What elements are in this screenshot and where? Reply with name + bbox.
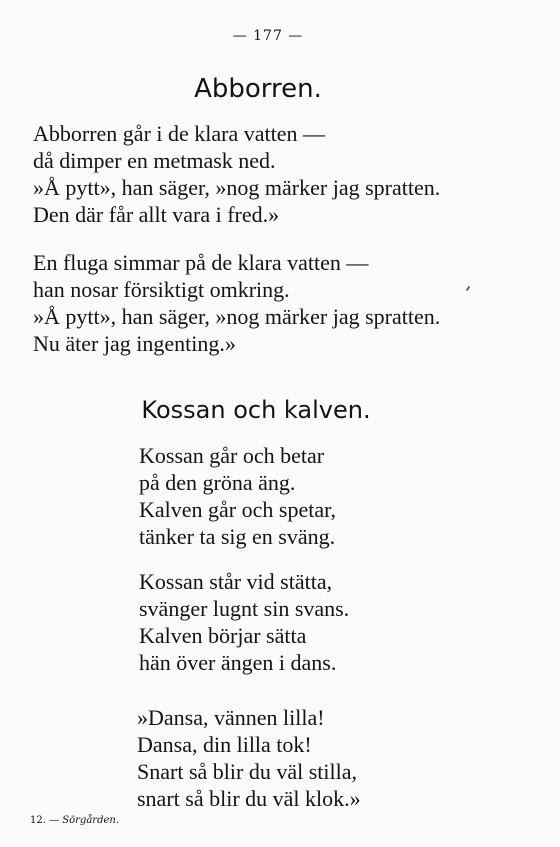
verse-line: på den gröna äng. — [139, 470, 296, 495]
verse-line: »Å pytt», han säger, »nog märker jag spratten. — [33, 304, 441, 329]
verse-line: snart så blir du väl klok.» — [137, 786, 361, 811]
book-title: Sörgården. — [62, 815, 120, 826]
signature-number: 12. — — [30, 815, 60, 826]
stanza — [139, 442, 336, 550]
page-number: — 177 — — [232, 28, 304, 44]
verse-line: Kalven går och spetar, — [139, 497, 337, 522]
verse-line: svänger lugnt sin svans. — [139, 596, 350, 621]
verse-line: Den där får allt vara i fred.» — [33, 202, 280, 227]
stanza — [139, 568, 349, 676]
poem-title-abborren: Abborren. — [194, 74, 322, 104]
verse-line: Kossan står vid stätta, — [139, 569, 333, 594]
footer-signature — [30, 815, 119, 826]
verse-line: tänker ta sig en sväng. — [139, 524, 336, 549]
verse-line: Dansa, din lilla tok! — [137, 732, 312, 757]
verse-line: En fluga simmar på de klara vatten — — [33, 250, 369, 275]
poem-title-kossan-och-kalven: Kossan och kalven. — [141, 396, 371, 424]
verse-line: Snart så blir du väl stilla, — [137, 759, 357, 784]
verse-line: »Dansa, vännen lilla! — [137, 705, 325, 730]
verse-line: Nu äter jag ingenting.» — [33, 331, 236, 356]
verse-line: Abborren går i de klara vatten — — [33, 121, 325, 146]
stanza — [33, 120, 440, 228]
verse-line: Kalven börjar sätta — [139, 623, 307, 648]
stanza — [137, 704, 361, 812]
stanza — [33, 249, 440, 357]
verse-line: han nosar försiktigt omkring. — [33, 277, 290, 302]
verse-line: då dimper en metmask ned. — [33, 148, 276, 173]
verse-line: »Å pytt», han säger, »nog märker jag spratten. — [33, 175, 441, 200]
verse-line: Kossan går och betar — [139, 443, 325, 468]
ink-speck — [466, 286, 471, 291]
verse-line: hän över ängen i dans. — [139, 650, 337, 675]
